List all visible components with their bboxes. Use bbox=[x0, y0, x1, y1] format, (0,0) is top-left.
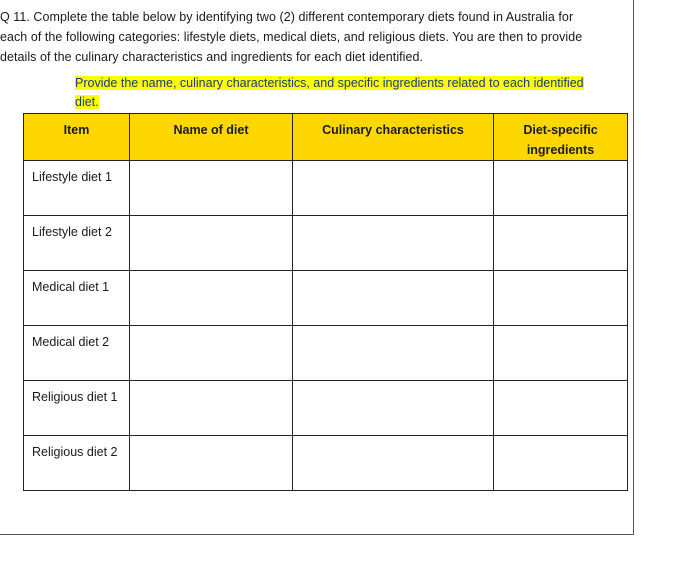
culinary-characteristics-cell[interactable] bbox=[293, 161, 494, 216]
table-row bbox=[24, 216, 628, 271]
row-item-label: Lifestyle diet 1 bbox=[24, 161, 130, 216]
row-item-label: Religious diet 2 bbox=[24, 436, 130, 491]
table-row bbox=[24, 326, 628, 381]
culinary-characteristics-cell[interactable] bbox=[293, 271, 494, 326]
diet-specific-ingredients-cell[interactable] bbox=[494, 216, 628, 271]
row-item-label: Religious diet 1 bbox=[24, 381, 130, 436]
culinary-characteristics-cell[interactable] bbox=[293, 326, 494, 381]
name-of-diet-cell[interactable] bbox=[130, 271, 293, 326]
question-line: each of the following categories: lifestyle diets, medical diets, and religious diets. You are then to provide bbox=[0, 30, 583, 44]
row-item-label: Medical diet 1 bbox=[24, 271, 130, 326]
header-diet-specific-ingredients: Diet-specific ingredients bbox=[494, 114, 628, 161]
table-row bbox=[24, 161, 628, 216]
table-row bbox=[24, 271, 628, 326]
header-name-of-diet: Name of diet bbox=[130, 114, 293, 161]
question-line: details of the culinary characteristics and ingredients for each diet identified. bbox=[0, 50, 424, 64]
name-of-diet-cell[interactable] bbox=[130, 436, 293, 491]
instruction-text bbox=[75, 74, 631, 112]
instruction-line: Provide the name, culinary characteristics, and specific ingredients related to each identified bbox=[75, 76, 584, 90]
header-item: Item bbox=[24, 114, 130, 161]
question-text bbox=[0, 7, 632, 67]
culinary-characteristics-cell[interactable] bbox=[293, 381, 494, 436]
name-of-diet-cell[interactable] bbox=[130, 216, 293, 271]
name-of-diet-cell[interactable] bbox=[130, 381, 293, 436]
instruction-line: diet. bbox=[75, 95, 99, 109]
header-culinary-characteristics: Culinary characteristics bbox=[293, 114, 494, 161]
table-row bbox=[24, 436, 628, 491]
table-row bbox=[24, 381, 628, 436]
diet-specific-ingredients-cell[interactable] bbox=[494, 381, 628, 436]
name-of-diet-cell[interactable] bbox=[130, 326, 293, 381]
name-of-diet-cell[interactable] bbox=[130, 161, 293, 216]
diet-specific-ingredients-cell[interactable] bbox=[494, 161, 628, 216]
diet-specific-ingredients-cell[interactable] bbox=[494, 436, 628, 491]
diet-specific-ingredients-cell[interactable] bbox=[494, 271, 628, 326]
row-item-label: Lifestyle diet 2 bbox=[24, 216, 130, 271]
diets-table bbox=[23, 113, 628, 491]
question-line: Q 11. Complete the table below by identifying two (2) different contemporary diets found in Australia for bbox=[0, 10, 574, 24]
table-header-row bbox=[24, 114, 628, 161]
diet-specific-ingredients-cell[interactable] bbox=[494, 326, 628, 381]
culinary-characteristics-cell[interactable] bbox=[293, 436, 494, 491]
culinary-characteristics-cell[interactable] bbox=[293, 216, 494, 271]
row-item-label: Medical diet 2 bbox=[24, 326, 130, 381]
